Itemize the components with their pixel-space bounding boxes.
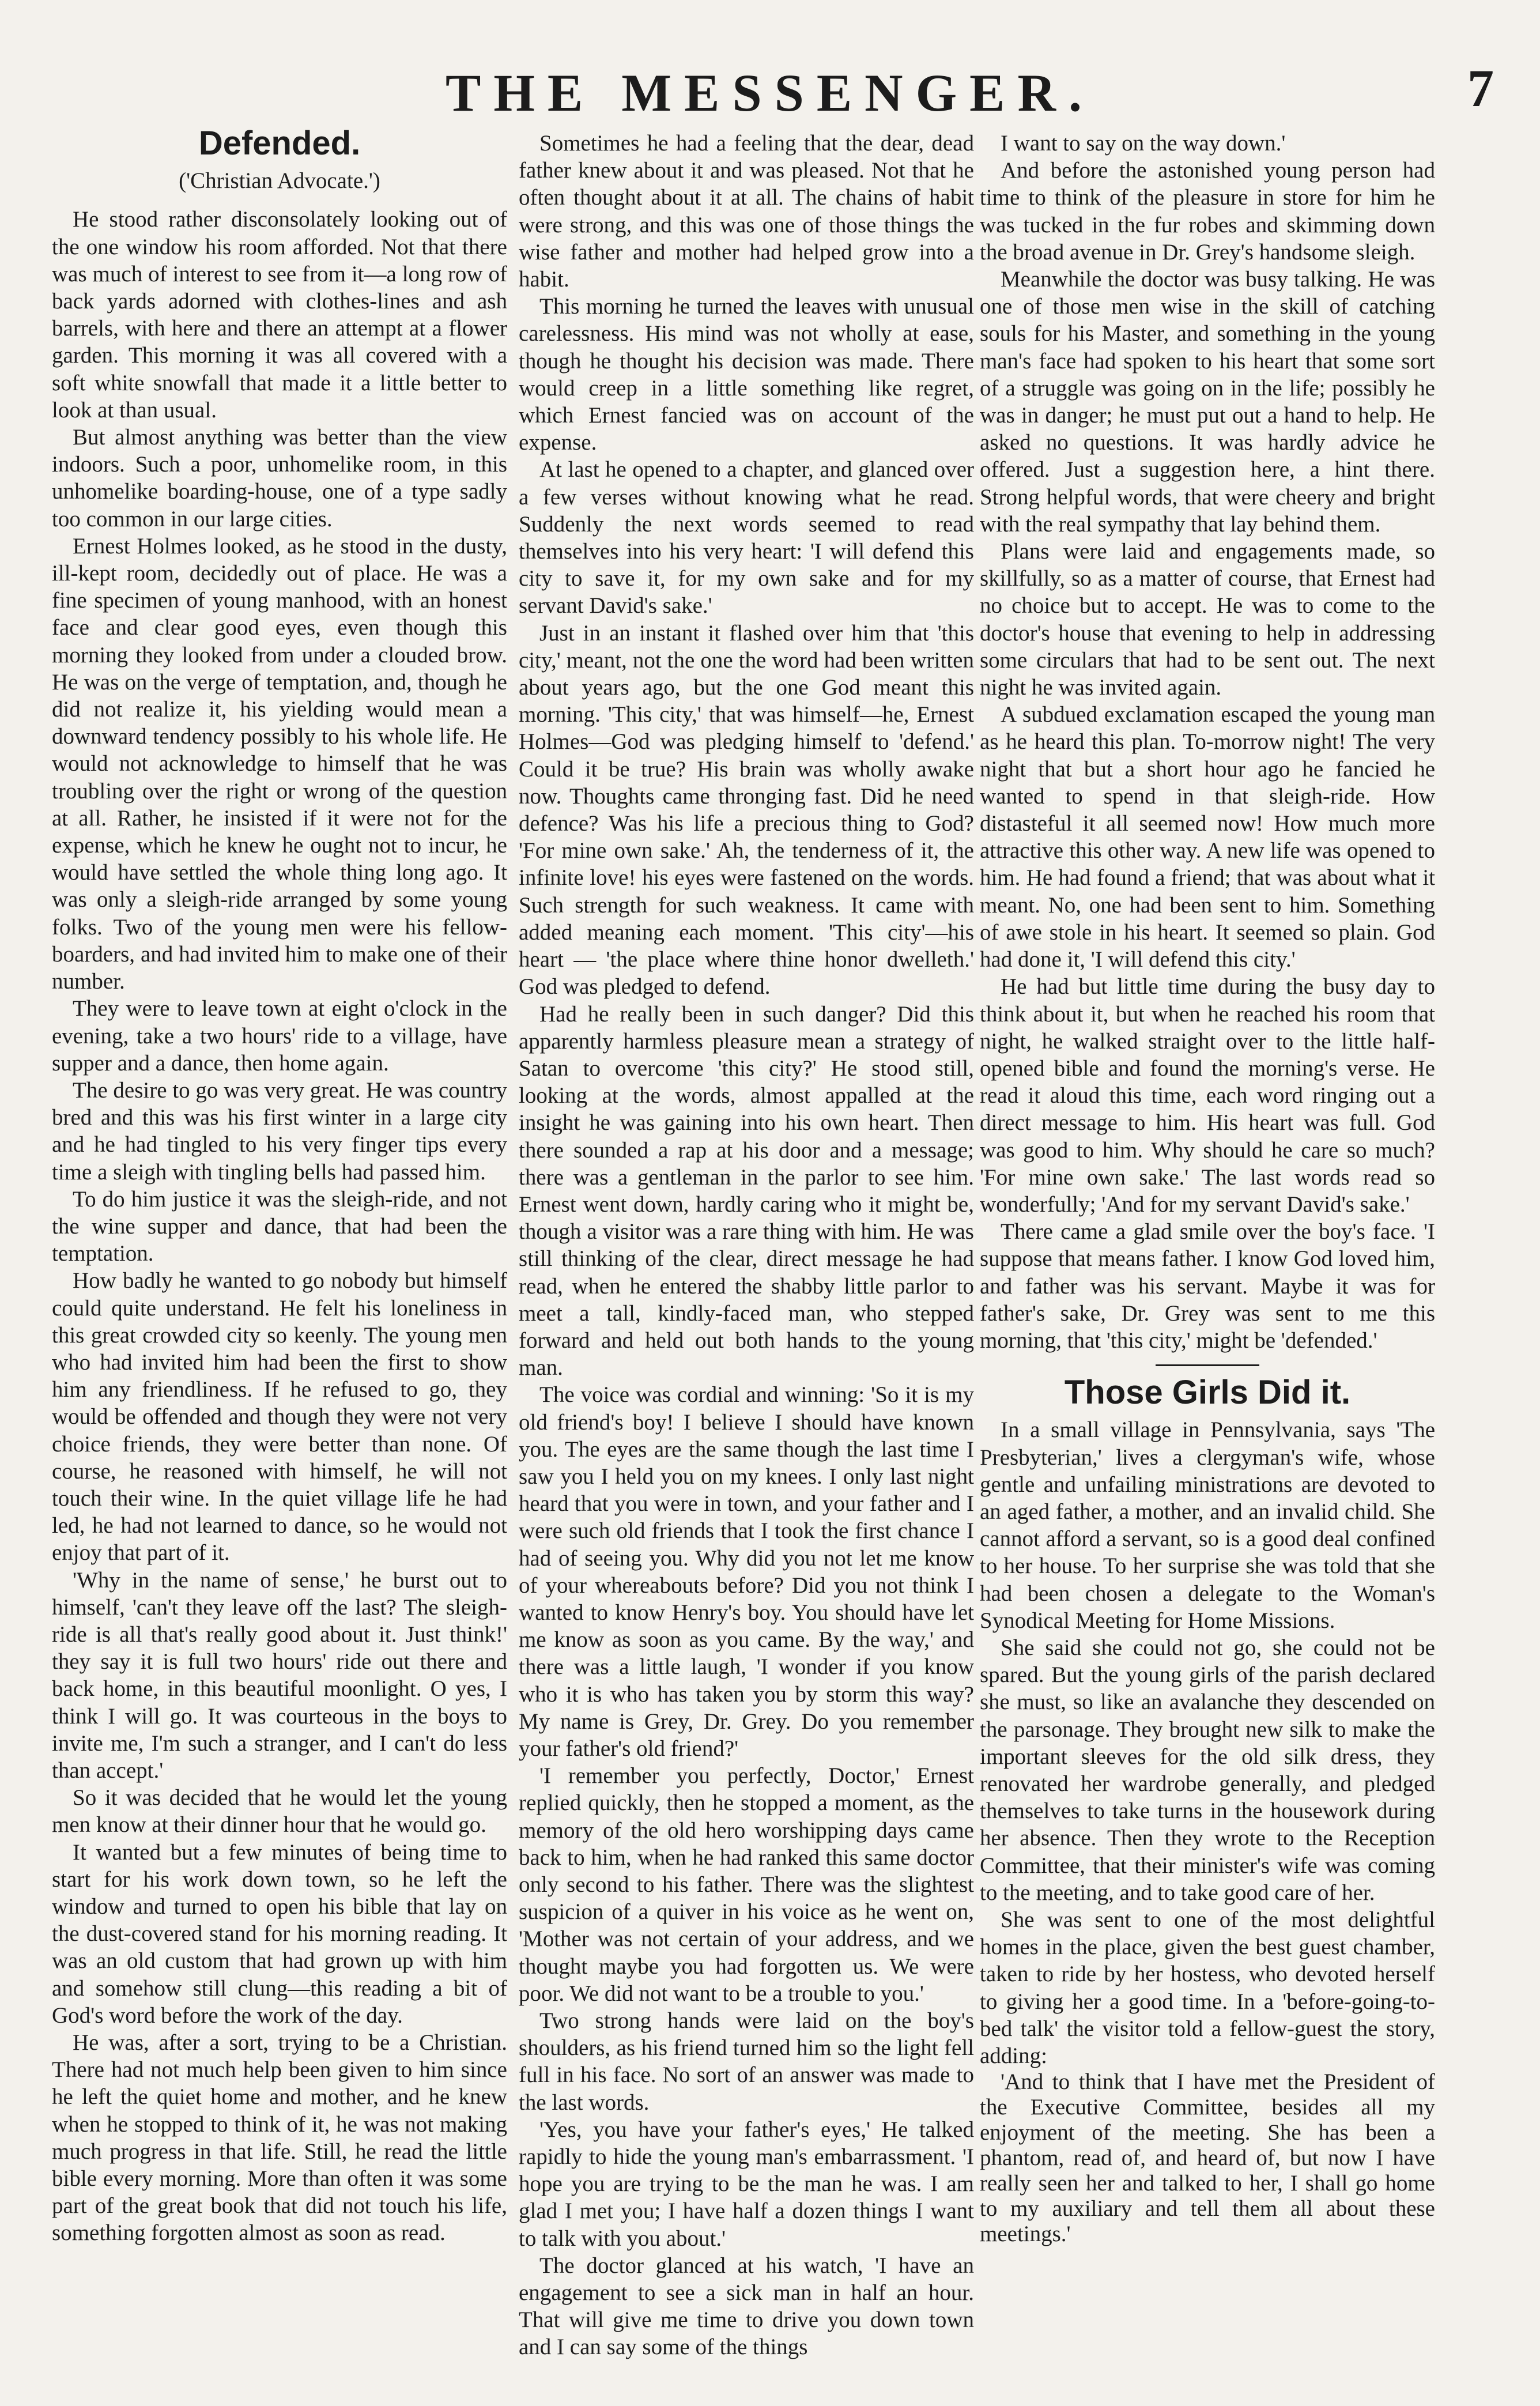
paragraph: Meanwhile the doctor was busy talking. He was one of those men wise in the skill of catching souls for his Master, and something in the young man's face had spoken to his heart that some sort of a struggle was going on in the life; possibly he was in danger; he must put out a hand to help. He asked no questions. It was hardly advice he offered. Just a suggestion here, a hint there. Strong helpful words, that were cheery and bright with the real sympathy that lay behind them. <box>980 267 1435 537</box>
paragraph: 'Why in the name of sense,' he burst out to himself, 'can't they leave off the last? The sleigh-ride is all that's really good about it. Just think!' they say it is full two hours' ride out there and back home, in this beautiful moonlight. O yes, I think I will go. It was courteous in the boys to invite me, I'm such a stranger, and I can't do less than accept.' <box>52 1567 507 1783</box>
paragraph: But almost anything was better than the view indoors. Such a poor, unhomelike room, in this unhomelike boarding-house, one of a type sadly too common in our large cities. <box>52 425 507 531</box>
paragraph: There came a glad smile over the boy's face. 'I suppose that means father. I know God loved him, and father was his servant. Maybe it was for father's sake, Dr. Grey was sent to me this morning, that 'this city,' might be 'defended.' <box>980 1219 1435 1353</box>
paragraph: He had but little time during the busy day to think about it, but when he reached his room that night, he walked straight over to the little half-opened bible and found the morning's verse. He read it aloud this time, each word ringing out a direct message to him. His heart was full. God was good to him. Why should he care so much? 'For mine own sake.' The last words read so wonderfully; 'And for my servant David's sake.' <box>980 974 1435 1217</box>
paragraph: Just in an instant it flashed over him that 'this city,' meant, not the one the word had been written about years ago, but the one God meant this morning. 'This city,' that was himself—he, Ernest Holmes—God was pledging himself to 'defend.' Could it be true? His brain was wholly awake now. Thoughts came thronging fast. Did he need defence? Was his life a precious thing to God? 'For mine own sake.' Ah, the tenderness of it, the infinite love! his eyes were fastened on the words. Such strength for such weakness. It came with added meaning each moment. 'This city'—his heart — 'the place where thine honor dwelleth.' God was pledged to defend. <box>519 620 974 1000</box>
article-title-those-girls: Those Girls Did it. <box>1064 1374 1351 1412</box>
paragraph: He was, after a sort, trying to be a Christian. There had not much help been given to him since he left the quiet home and mother, and he knew when he stopped to think of it, he was not making much progress in that life. Still, he read the little bible every morning. More than often it was some part of the great book that did not touch his life, something forgotten almost as soon as read. <box>52 2030 507 2246</box>
paragraph: The voice was cordial and winning: 'So it is my old friend's boy! I believe I should have known you. The eyes are the same though the last time I saw you I held you on my knees. I only last night heard that you were in town, and your father and I were such old friends that I took the first chance I had of seeing you. Why did you not let me know of your whereabouts before? Did you not think I wanted to know Henry's boy. You should have let me know as soon as you came. By the way,' and there was a little laugh, 'I wonder if you know who it is who has taken you by storm this way? My name is Grey, Dr. Grey. Do you remember your father's old friend?' <box>519 1382 974 1761</box>
paragraph: Two strong hands were laid on the boy's shoulders, as his friend turned him so the light fell full in his face. No sort of an answer was made to the last words. <box>519 2008 974 2115</box>
paragraph: He stood rather disconsolately looking out of the one window his room afforded. Not that there was much of interest to see from it—a long row of back yards adorned with clothes-lines and ash barrels, with here and there an attempt at a flower garden. This morning it was all covered with a soft white snowfall that made it a little better to look at than usual. <box>52 207 507 423</box>
paragraph: They were to leave town at eight o'clock in the evening, take a two hours' ride to a village, have supper and a dance, then home again. <box>52 996 507 1076</box>
paragraph: At last he opened to a chapter, and glanced over a few verses without knowing what he read. Suddenly the next words seemed to read themselves into his very heart: 'I will defend this city to save it, for my own sake and for my servant David's sake.' <box>519 457 974 619</box>
column-3 <box>980 130 1435 2378</box>
paragraph: 'And to think that I have met the President of the Executive Committee, besides all my enjoyment of the meeting. She has been a phantom, read of, and heard of, but now I have really seen her and talked to her, I shall go home to my auxiliary and tell them all about these meetings.' <box>980 2069 1435 2247</box>
masthead <box>0 46 1540 127</box>
column-2 <box>519 130 974 2378</box>
masthead-title: THE MESSENGER. <box>446 63 1094 122</box>
paragraph: Plans were laid and engagements made, so skillfully, so as a matter of course, that Ernest had no choice but to accept. He was to come to the doctor's house that evening to help in addressing some circulars that had to be sent out. The next night he was invited again. <box>980 539 1435 700</box>
paragraph: So it was decided that he would let the young men know at their dinner hour that he would go. <box>52 1785 507 1838</box>
paragraph: 'Yes, you have your father's eyes,' He talked rapidly to hide the young man's embarrassment. 'I hope you are trying to be the man he was. I am glad I met you; I have half a dozen things I want to talk with you about.' <box>519 2117 974 2251</box>
paragraph: It wanted but a few minutes of being time to start for his work down town, so he left the window and turned to open his bible that lay on the dust-covered stand for his morning reading. It was an old custom that had grown up with him and somehow still clung—this reading a bit of God's word before the work of the day. <box>52 1839 507 2028</box>
paragraph: She said she could not go, she could not be spared. But the young girls of the parish declared she must, so like an avalanche they descended on the parsonage. They brought new silk to make the important sleeves for the old silk dress, they renovated her wardrobe generally, and pledged themselves to take turns in the housework during her absence. Then they wrote to the Reception Committee, that their minister's wife was coming to the meeting, and to take good care of her. <box>980 1635 1435 1905</box>
paragraph: In a small village in Pennsylvania, says 'The Presbyterian,' lives a clergyman's wife, whose gentle and unfailing ministrations are devoted to an aged father, a mother, and an invalid child. She cannot afford a servant, so is a good deal confined to her house. To her surprise she was told that she had been chosen a delegate to the Woman's Synodical Meeting for Home Missions. <box>980 1417 1435 1633</box>
paragraph: This morning he turned the leaves with unusual carelessness. His mind was not wholly at ease, though he thought his decision was made. There would creep in a little something like regret, which Ernest fancied was on account of the expense. <box>519 294 974 455</box>
page-number: 7 <box>1467 59 1494 118</box>
column-1 <box>52 130 507 2378</box>
paragraph: Had he really been in such danger? Did this apparently harmless pleasure mean a strategy of Satan to overcome 'this city?' He stood still, looking at the words, almost appalled at the insight he was gaining into his own heart. Then there sounded a rap at his door and a message; there was a gentleman in the parlor to see him. Ernest went down, hardly caring who it might be, though a visitor was a rare thing with him. He was still thinking of the clear, direct message he had read, when he entered the shabby little parlor to meet a tall, kindly-faced man, who stepped forward and held out both hands to the young man. <box>519 1001 974 1381</box>
paragraph: And before the astonished young person had time to think of the pleasure in store for him he was tucked in the fur robes and skimming down the broad avenue in Dr. Grey's handsome sleigh. <box>980 158 1435 265</box>
paragraph: I want to say on the way down.' <box>1001 131 1286 156</box>
paragraph: Ernest Holmes looked, as he stood in the dusty, ill-kept room, decidedly out of place. He was a fine specimen of young manhood, with an honest face and clear good eyes, even though this morning they looked from under a clouded brow. He was on the verge of temptation, and, though he did not realize it, his yielding would mean a downward tendency possibly to his whole life. He would not acknowledge to himself that he was troubling over the right or wrong of the question at all. Rather, he insisted if it were not for the expense, which he knew he ought not to incur, he would have settled the whole thing long ago. It was only a sleigh-ride arranged by some young folks. Two of the young men were his fellow-boarders, and had invited him to make one of their number. <box>52 533 507 994</box>
paragraph: The doctor glanced at his watch, 'I have an engagement to see a sick man in half an hour. That will give me time to drive you down town and I can say some of the things <box>519 2253 974 2360</box>
article-title-defended: Defended. <box>198 130 361 162</box>
paragraph: The desire to go was very great. He was country bred and this was his first winter in a large city and he had tingled to his very finger tips every time a sleigh with tingling bells had passed him. <box>52 1077 507 1185</box>
section-divider <box>1156 1364 1259 1366</box>
article-source: ('Christian Advocate.') <box>179 168 380 194</box>
paragraph: Sometimes he had a feeling that the dear, dead father knew about it and was pleased. Not that he often thought about it at all. The chains of habit were strong, and this was one of those things the wise father and mother had helped grow into a habit. <box>519 131 974 292</box>
paragraph: A subdued exclamation escaped the young man as he heard this plan. To-morrow night! The very night that but a short hour ago he fancied he wanted to spend in that sleigh-ride. How distasteful it all seemed now! How much more attractive this other way. A new life was opened to him. He had found a friend; that was about what it meant. No, one had been sent to him. Something of awe stole in his heart. It seemed so plain. God had done it, 'I will defend this city.' <box>980 702 1435 972</box>
paragraph: She was sent to one of the most delightful homes in the place, given the best guest chamber, taken to ride by her hostess, who devoted herself to giving her a good time. In a 'before-going-to-bed talk' the visitor told a fellow-guest the story, adding: <box>980 1907 1435 2069</box>
paragraph: To do him justice it was the sleigh-ride, and not the wine supper and dance, that had been the temptation. <box>52 1186 507 1266</box>
paragraph: How badly he wanted to go nobody but himself could quite understand. He felt his loneliness in this great crowded city so keenly. The young men who had invited him had been the first to show him any friendliness. If he refused to go, they would be offended and though they were not very choice friends, they were better than none. Of course, he reasoned with himself, he will not touch their wine. In the quiet village life he had led, he had not learned to dance, so he would not enjoy that part of it. <box>52 1268 507 1566</box>
paragraph: 'I remember you perfectly, Doctor,' Ernest replied quickly, then he stopped a moment, as the memory of the old hero worshipping days came back to him, when he had ranked this same doctor only second to his father. There was the slightest suspicion of a quiver in his voice as he went on, 'Mother was not certain of your address, and we thought maybe you had forgotten us. We were poor. We did not want to be a trouble to you.' <box>519 1763 974 2006</box>
